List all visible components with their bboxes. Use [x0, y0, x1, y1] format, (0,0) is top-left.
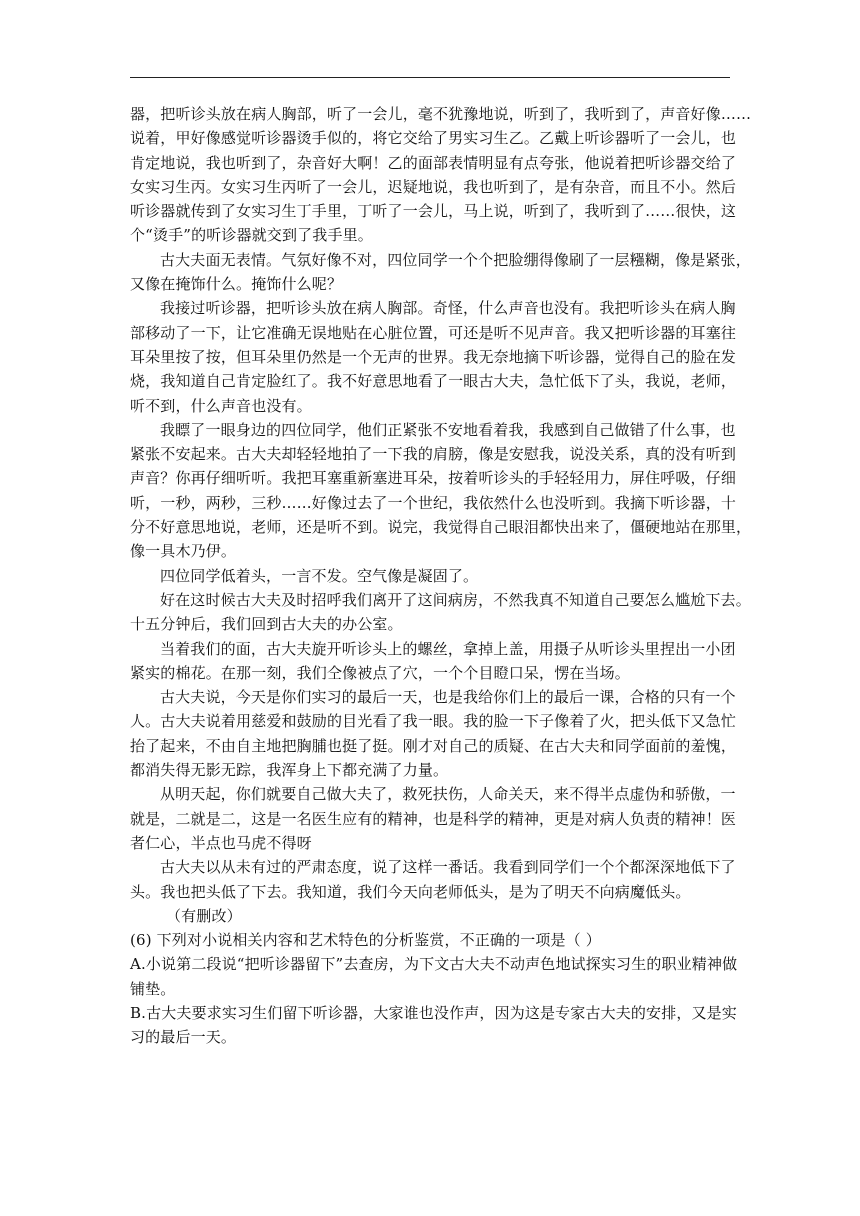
text-line: 就是，二就是二，这是一名医生应有的精神，也是科学的精神，更是对病人负责的精神！医 — [130, 809, 737, 828]
text-line: 个“烫手”的听诊器就交到了我手里。 — [130, 226, 373, 245]
text-line: 十五分钟后，我们回到古大夫的办公室。 — [130, 615, 403, 634]
text-line: 器，把听诊头放在病人胸部，听了一会儿，毫不犹豫地说，听到了，我听到了，声音好像…… — [130, 105, 752, 123]
paragraph-start: 当着我们的面，古大夫旋开听诊头上的螺丝，拿掉上盖，用摄子从听诊头里捏出一小团 — [160, 639, 736, 658]
text-line: 说着，甲好像感觉听诊器烫手似的，将它交给了男实习生乙。乙戴上听诊器听了一会儿，也 — [130, 129, 737, 148]
paragraph-start: 我瞟了一眼身边的四位同学，他们正紧张不安地看着我，我感到自己做错了什么事，也 — [160, 420, 736, 439]
option-a-continued: 铺垫。 — [130, 979, 176, 998]
text-line: 肯定地说，我也听到了，杂音好大啊！乙的面部表情明显有点夸张，他说着把听诊器交给了 — [130, 153, 737, 172]
option-a: A.小说第二段说“把听诊器留下”去查房，为下文古大夫不动声色地试探实习生的职业精神做 — [130, 955, 738, 974]
text-line: 紧张不安起来。古大夫却轻轻地拍了一下我的肩膀，像是安慰我，说没关系，真的没有听到 — [130, 445, 737, 464]
paragraph-start: 古大夫说，今天是你们实习的最后一天，也是我给你们上的最后一课，合格的只有一个 — [160, 688, 736, 707]
text-line: 紧实的棉花。在那一刻，我们仝像被点了穴，一个个目瞪口呆，愣在当场。 — [130, 663, 630, 682]
text-line: 耳朵里按了按，但耳朵里仍然是一个无声的世界。我无奈地摘下听诊器，觉得自己的脸在发 — [130, 347, 737, 366]
paragraph-start: 四位同学低着头，一言不发。空气像是凝固了。 — [160, 566, 479, 585]
paragraph-start: 好在这时候古大夫及时招呼我们离开了这间病房，不然我真不知道自己要怎么尴尬下去。 — [160, 590, 751, 609]
text-line: 者仁心，半点也马虎不得呀 — [130, 833, 312, 852]
option-b-continued: 习的最后一天。 — [130, 1028, 237, 1047]
text-line: 像一具木乃伊。 — [130, 542, 237, 561]
header-rule — [130, 77, 730, 78]
text-line: 听不到，什么声音也没有。 — [130, 396, 312, 415]
option-b: B.古大夫要求实习生们留下听诊器，大家谁也没作声，因为这是专家古大夫的安排，又是实 — [130, 1003, 737, 1022]
document-body — [130, 102, 752, 1050]
text-line: 部移动了一下，让它准确无误地贴在心脏位置，可还是听不见声音。我又把听诊器的耳塞往 — [130, 323, 737, 342]
paragraph-start: 我接过听诊器，把听诊头放在病人胸部。奇怪，什么声音也没有。我把听诊头在病人胸 — [160, 299, 736, 318]
text-line: 人。古大夫说着用慈爱和鼓励的目光看了我一眼。我的脸一下子像着了火，把头低下又急忙 — [130, 712, 737, 731]
text-line: 声音？你再仔细听听。我把耳塞重新塞进耳朵，按着听诊头的手轻轻用力，屏住呼吸，仔细 — [130, 469, 737, 488]
text-line: 听诊器就传到了女实习生丁手里，丁听了一会儿，马上说，听到了，我听到了……很快，这 — [130, 202, 737, 221]
text-line: 分不好意思地说，老师，还是听不到。说完，我觉得自己眼泪都快出来了，僵硬地站在那里， — [130, 518, 752, 537]
question-stem: (6) 下列对小说相关内容和艺术特色的分析鉴赏，不正确的一项是（ ） — [130, 931, 601, 950]
paragraph-start: 古大夫面无表情。气氛好像不对，四位同学一个个把脸绷得像刷了一层糨糊，像是紧张， — [160, 250, 751, 269]
text-line: 听，一秒，两秒，三秒……好像过去了一个世纪，我依然什么也没听到。我摘下听诊器，十 — [130, 493, 737, 512]
text-line: 又像在掩饰什么。掩饰什么呢？ — [130, 275, 343, 294]
text-line: 都消失得无影无踪，我浑身上下都充满了力量。 — [130, 761, 449, 780]
text-line: 女实习生丙。女实习生丙听了一会儿，迟疑地说，我也听到了，是有杂音，而且不小。然后 — [130, 177, 737, 196]
paragraph-start: 从明天起，你们就要自己做大夫了，救死扶伤，人命关天，来不得半点虚伪和骄傲，一 — [160, 785, 736, 804]
paragraph-start: 古大夫以从未有过的严肃态度，说了这样一番话。我看到同学们一个个都深深地低下了 — [160, 858, 736, 877]
text-line: 头。我也把头低了下去。我知道，我们今天向老师低头，是为了明天不向病魔低头。 — [130, 882, 691, 901]
text-line: 烧，我知道自己肯定脸红了。我不好意思地看了一眼古大夫，急忙低下了头，我说，老师， — [130, 372, 737, 391]
source-note: （有删改） — [166, 906, 242, 925]
text-line: 抬了起来，不由自主地把胸脯也挺了挺。刚才对自己的质疑、在古大夫和同学面前的羞愧， — [130, 736, 737, 755]
